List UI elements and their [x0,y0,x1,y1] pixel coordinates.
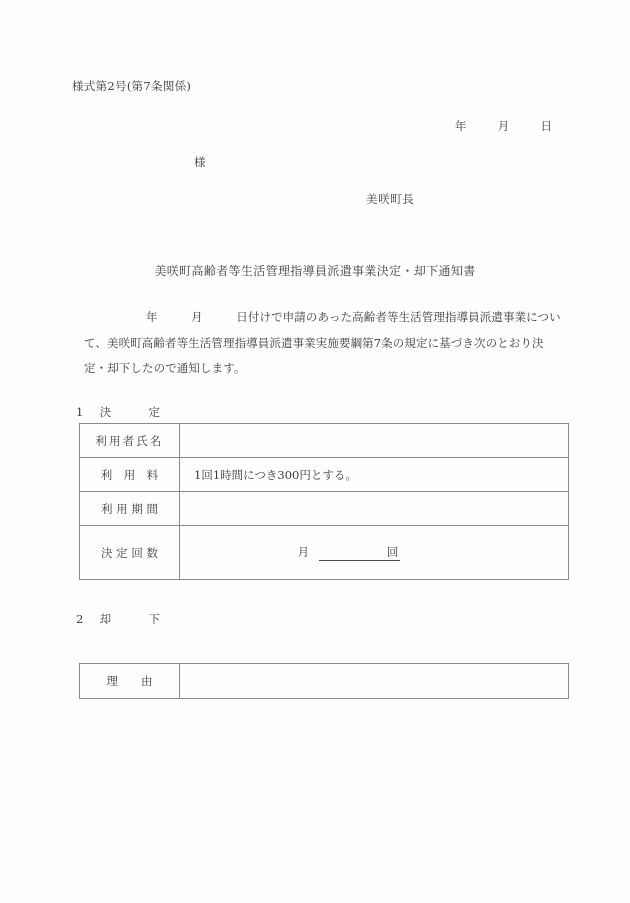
section-1-number: 1 [76,405,84,419]
body-line-2: て、美咲町高齢者等生活管理指導員派遣事業実施要綱第7条の規定に基づき次のとおり決 [84,335,544,350]
addressee-honorific: 様 [194,155,206,169]
row-value-decided-count[interactable] [180,526,569,580]
row-value-user-name[interactable] [180,424,569,458]
table-row [80,458,569,492]
count-fill-in [194,544,568,561]
page-title: 美咲町高齢者等生活管理指導員派遣事業決定・却下通知書 [154,264,476,278]
row-value-reason[interactable] [180,664,569,699]
body-month-label: 月 [191,310,203,324]
table-row [80,492,569,526]
reason-table [79,663,569,699]
row-label-user-name: 利用者氏名 [80,424,180,458]
table-row [80,526,569,580]
date-line [0,118,552,134]
count-times-label: 回 [386,545,399,559]
form-code: 様式第2号(第7条関係) [72,79,192,93]
table-row [80,424,569,458]
section-heading-decision [76,404,160,420]
section-2-number: 2 [76,612,84,626]
body-line-3: 定・却下したので通知します。 [84,361,246,375]
table-row [80,664,569,699]
count-input-blank[interactable] [319,544,401,561]
section-2-label-a: 却 [99,612,112,626]
count-month-label: 月 [297,545,310,559]
date-day-label: 日 [540,119,552,133]
body-line-1 [84,305,561,331]
section-2-label-b: 下 [148,612,160,626]
body-paragraph [84,305,561,382]
section-1-label-a: 決 [99,405,112,419]
section-1-label-b: 定 [148,405,160,419]
row-value-usage-fee[interactable]: 1回1時間につき300円とする。 [180,458,569,492]
date-month-label: 月 [497,119,510,133]
row-label-usage-period: 利 用 期 間 [80,492,180,526]
decision-table [79,423,569,580]
body-line-1-rest: 日付けで申請のあった高齢者等生活管理指導員派遣事業につい [236,310,561,324]
issuer-name: 美咲町長 [366,192,415,206]
body-year-label: 年 [146,310,158,324]
row-value-usage-period[interactable] [180,492,569,526]
row-label-decided-count: 決 定 回 数 [80,526,180,580]
date-year-label: 年 [454,119,467,133]
section-heading-rejection [76,611,160,627]
row-label-reason: 理 由 [80,664,180,699]
row-label-usage-fee: 利 用 料 [80,458,180,492]
